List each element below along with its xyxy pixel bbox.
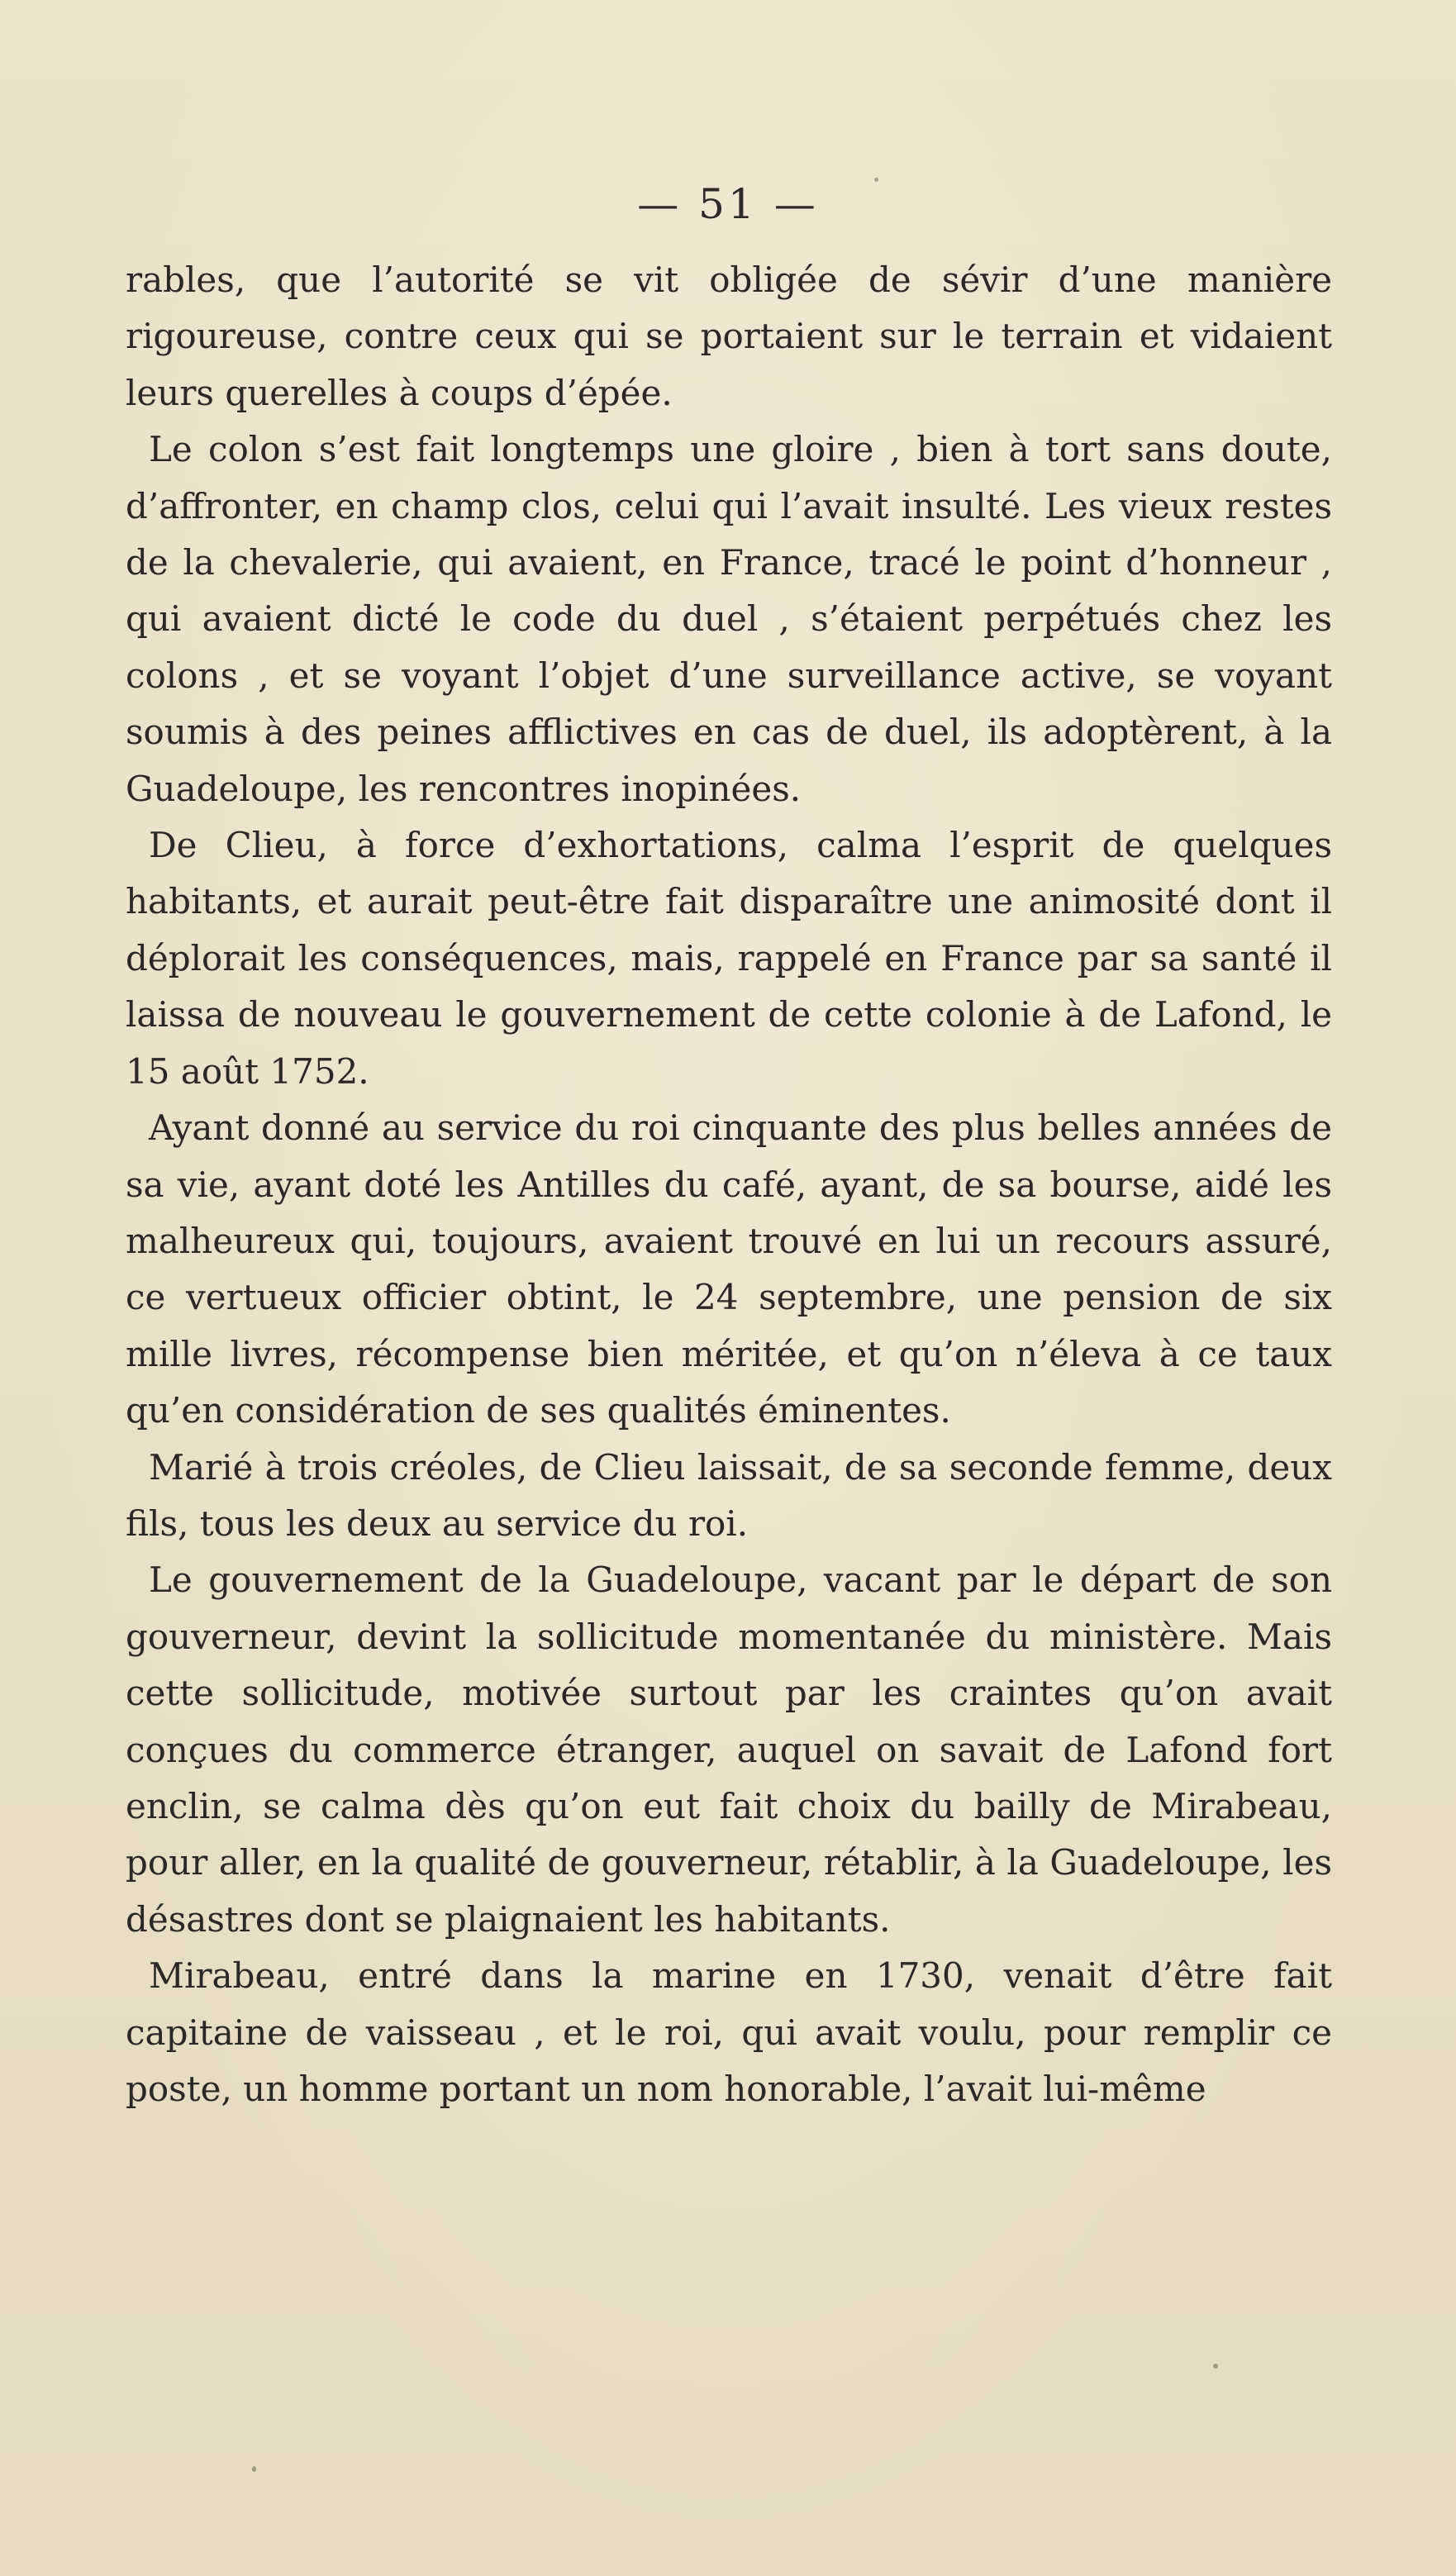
paragraph-3: De Clieu, à force d’exhortations, calma l’esprit de quelques habitants, et aurait peut-être fait disparaître une animosité dont il déplorait les conséquences, mais, rappelé en France par sa santé il laissa de nouveau le gouvernement de cette colonie à de Lafond, le 15 août 1752. bbox=[126, 825, 1332, 1092]
paper-speck bbox=[1213, 2364, 1218, 2369]
body-text bbox=[126, 252, 1332, 2117]
paragraph-7: Mirabeau, entré dans la marine en 1730, venait d’être fait capitaine de vaisseau , et le roi, qui avait voulu, pour remplir ce poste, un homme portant un nom honorable, l’avait lui-même bbox=[126, 1955, 1332, 2109]
paper-speck bbox=[874, 178, 878, 182]
paper-speck bbox=[252, 2466, 256, 2472]
paragraph-5: Marié à trois créoles, de Clieu laissait, de sa seconde femme, deux fils, tous les deux au service du roi. bbox=[126, 1446, 1332, 1544]
page-number: — 51 — bbox=[637, 180, 819, 228]
paragraph-2: Le colon s’est fait longtemps une gloire , bien à tort sans doute, d’affronter, en champ clos, celui qui l’avait insulté. Les vieux restes de la chevalerie, qui avaient, en France, tracé le point d’honneur , qui avaient dicté le code du duel , s’étaient perpétués chez les colons , et se voyant l’objet d’une surveillance active, se voyant soumis à des peines afflictives en cas de duel, ils adoptèrent, à la Guadeloupe, les rencontres inopinées. bbox=[126, 429, 1332, 809]
paragraph-1: rables, que l’autorité se vit obligée de sévir d’une manière rigoureuse, contre ceux qui se portaient sur le terrain et vidaient leurs querelles à coups d’épée. bbox=[126, 260, 1332, 413]
paragraph-6: Le gouvernement de la Guadeloupe, vacant par le départ de son gouverneur, devint la sollicitude momentanée du ministère. Mais cette sollicitude, motivée surtout par les craintes qu’on avait conçues du commerce étranger, auquel on savait de Lafond fort enclin, se calma dès qu’on eut fait choix du bailly de Mirabeau, pour aller, en la qualité de gouverneur, rétablir, à la Guadeloupe, les désastres dont se plaignaient les habitants. bbox=[126, 1559, 1332, 1940]
paragraph-4: Ayant donné au service du roi cinquante des plus belles années de sa vie, ayant doté les Antilles du café, ayant, de sa bourse, aidé les malheureux qui, toujours, avaient trouvé en lui un recours assuré, ce vertueux officier obtint, le 24 septembre, une pension de six mille livres, récompense bien méritée, et qu’on n’éleva à ce taux qu’en considération de ses qualités éminentes. bbox=[126, 1107, 1332, 1431]
